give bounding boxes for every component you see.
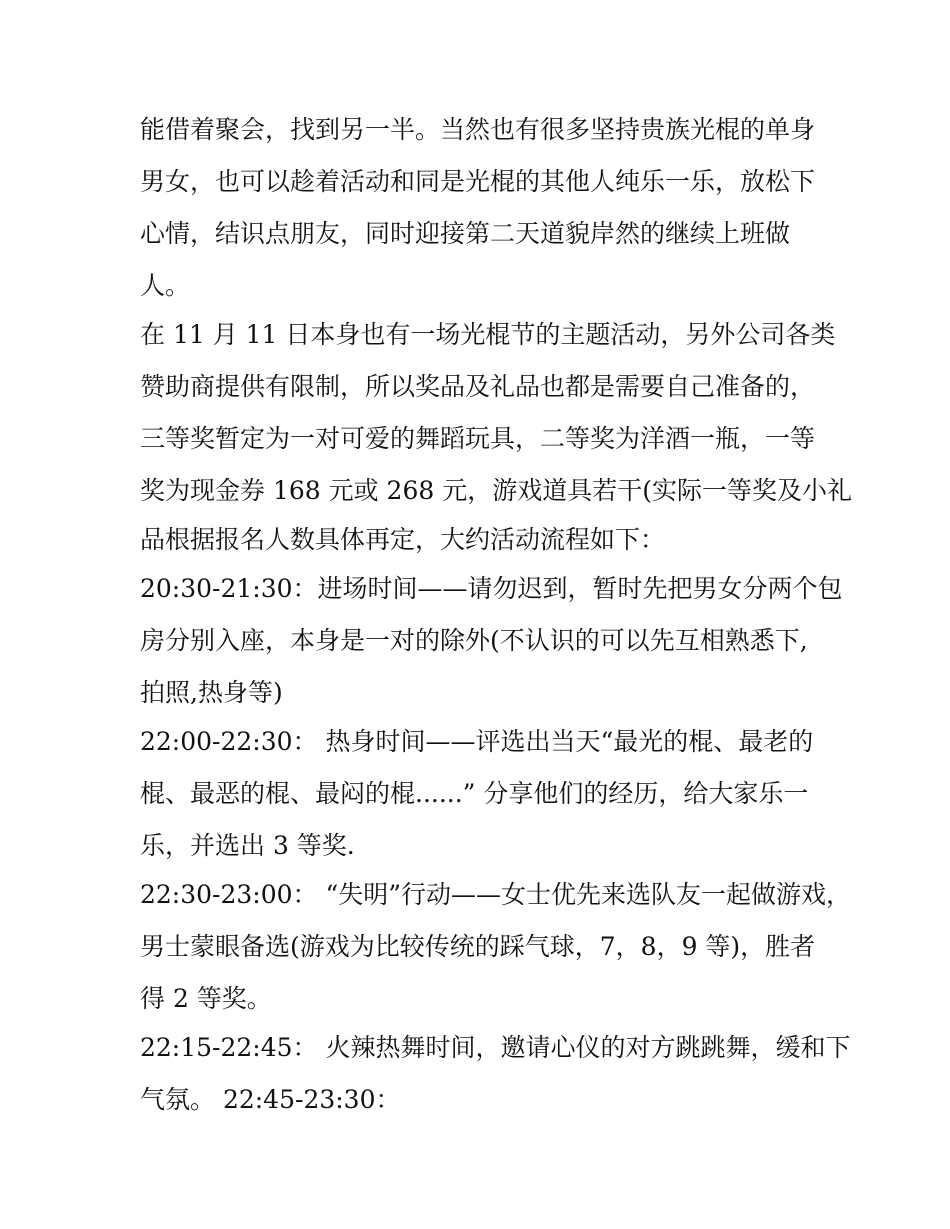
text-line: 22:30-23:00： “失明”行动——女士优先来选队友一起做游戏， xyxy=(140,880,852,909)
text-line: 得 2 等奖。 xyxy=(140,984,272,1013)
text-line: 拍照,热身等) xyxy=(140,678,283,707)
text-line: 奖为现金券 168 元或 268 元，游戏道具若干(实际一等奖及小礼 xyxy=(140,476,852,505)
text-line: 在 11 月 11 日本身也有一场光棍节的主题活动，另外公司各类 xyxy=(140,320,836,349)
text-line: 22:00-22:30： 热身时间——评选出当天“最光的棍、最老的 xyxy=(140,727,814,756)
text-line: 乐，并选出 3 等奖. xyxy=(140,831,355,860)
text-line: 棍、最恶的棍、最闷的棍......” 分享他们的经历，给大家乐一 xyxy=(140,779,809,808)
text-line: 男士蒙眼备选(游戏为比较传统的踩气球，7，8，9 等)，胜者 xyxy=(140,932,816,961)
text-line: 男女，也可以趁着活动和同是光棍的其他人纯乐一乐，放松下 xyxy=(140,167,816,196)
text-line: 赞助商提供有限制，所以奖品及礼品也都是需要自己准备的， xyxy=(140,372,816,401)
text-line: 心情，结识点朋友，同时迎接第二天道貌岸然的继续上班做 xyxy=(140,219,791,248)
text-line: 22:15-22:45： 火辣热舞时间，邀请心仪的对方跳跳舞，缓和下 xyxy=(140,1033,851,1062)
text-line: 人。 xyxy=(140,271,191,300)
text-line: 气氛。 22:45-23:30： xyxy=(140,1085,401,1114)
text-line: 三等奖暂定为一对可爱的舞蹈玩具，二等奖为洋酒一瓶，一等 xyxy=(140,424,816,453)
text-line: 能借着聚会，找到另一半。当然也有很多坚持贵族光棍的单身 xyxy=(140,115,816,144)
text-line: 品根据报名人数具体再定，大约活动流程如下： xyxy=(140,525,666,554)
text-line: 20:30-21:30：进场时间——请勿迟到，暂时先把男女分两个包 xyxy=(140,574,843,603)
text-line: 房分别入座，本身是一对的除外(不认识的可以先互相熟悉下, xyxy=(140,626,808,655)
